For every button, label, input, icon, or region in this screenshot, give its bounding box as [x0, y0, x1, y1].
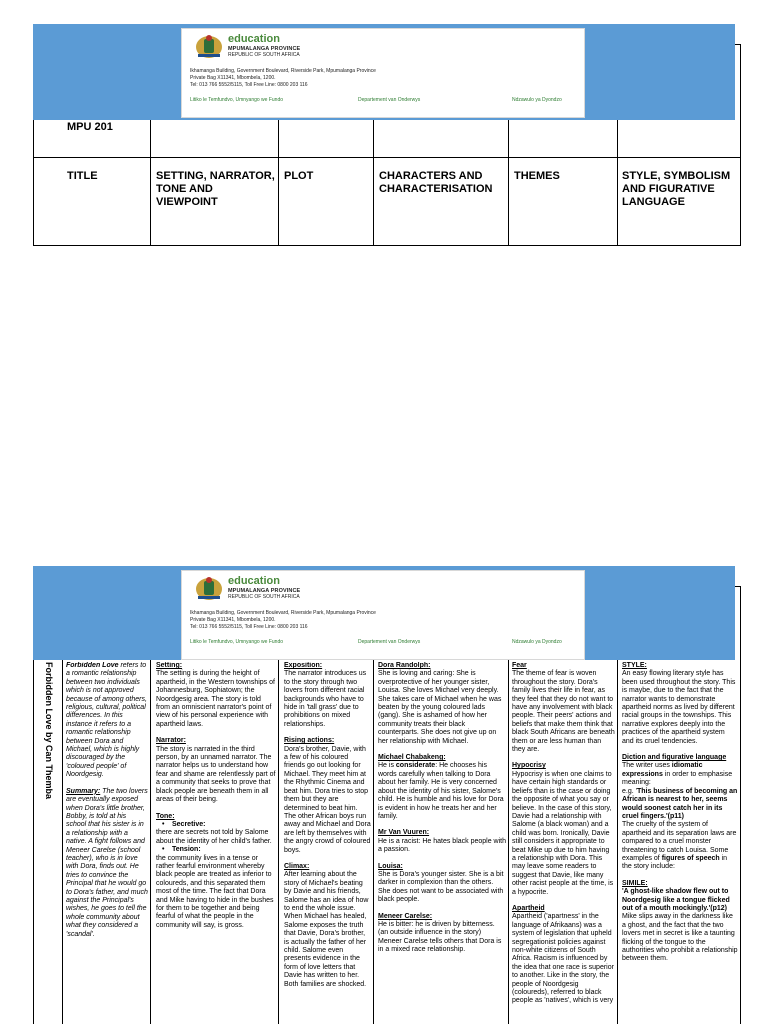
carelse-heading: Meneer Carelse: — [378, 912, 433, 920]
table-border — [735, 44, 741, 45]
header-setting: SETTING, NARRATOR, TONE AND VIEWPOINT — [156, 170, 275, 208]
table-divider — [617, 120, 618, 246]
table-divider — [278, 120, 279, 246]
coat-of-arms-icon — [194, 32, 224, 60]
province-name: MPUMALANGA PROVINCE — [228, 588, 301, 594]
table-divider — [373, 660, 374, 1024]
apartheid-heading: Apartheid — [512, 904, 545, 912]
plot-column: Exposition: The narrator introduces us to the story through two lovers from different racial backgrounds who have to hide in 'tall grass' due to prohibitions on mixed relationships. Rising actions: Dora's brother, Davie, with a few of his coloured friends go out looking for Michael. They meet him at the Rhythmic Cinema and beat him. Dora tries to stop them but they are determined to beat him. The other African boys run away and Michael and Dora are left by themselves with the angry crowd of coloured boys. Climax: After learning about the story of Michael's beating by Davie and his friends, Salome has an idea of how to end the whole issue. When Michael has healed, Salome exposes the truth that Davie, Dora's brother, is actually the father of her child. Salome even presents evidence in the form of love letters that Davie has written to her. Both families are shocked. — [284, 662, 371, 988]
department-title: education — [228, 575, 280, 587]
fear-heading: Fear — [512, 662, 527, 669]
story-title-vertical: Forbidden Love by Can Themba — [44, 662, 54, 800]
address-block: Ikhamanga Building, Government Boulevard, Riverside Park, Mpumalanga Province Private Bag X11341, Mbombela, 1200. Tel: 013 766 5552/5115, Toll Free Line: 0800 203 116 — [190, 68, 376, 88]
header-title: TITLE — [67, 170, 98, 182]
module-code: MPU 201 — [67, 121, 113, 133]
setting-heading: Setting: — [156, 662, 183, 669]
address-block: Ikhamanga Building, Government Boulevard, Riverside Park, Mpumalanga Province Private Bag X11341, Mbombela, 1200. Tel: 013 766 5552/5115, Toll Free Line: 0800 203 116 — [190, 610, 376, 630]
simile-heading: SIMILE: — [622, 879, 648, 887]
table-border — [33, 120, 34, 246]
letterhead — [181, 28, 585, 118]
motto-center: Departement van Onderwys — [358, 97, 421, 103]
motto-right: Ndzawulo ya Dyondzo — [512, 97, 562, 103]
characters-column: Dora Randolph: She is loving and caring: She is overprotective of her younger sister, Louisa. She loves Michael very deeply. She takes care of Michael when he was beaten by the young coloured lads (gang). She is ashamed of how her community treats their black counterparts. She does not give up on her relationship with Michael. Michael Chabakeng: He is considerate: He chooses his words carefully when talking to Dora about her family. He is very concerned about the identity of his sister, Salome's child. He is humble and his love for Dora is evident in how he treats her and her family. Mr Van Vuuren: He is a racist: He hates black people with a passion. Louisa: She is Dora's younger sister. She is a bit darker in complexion than the others. She does not want to be associated with black people. Meneer Carelse: He is bitter: he is driven by bitterness. (an outside influence in the story) Meneer Carelse tells others that Dora is in a mixed race relationship. — [378, 662, 506, 954]
province-name: MPUMALANGA PROVINCE — [228, 46, 301, 52]
country-name: REPUBLIC OF SOUTH AFRICA — [228, 594, 300, 600]
setting-column: Setting: The setting is during the height of apartheid, in the Western townships of Johannesburg, Sophiatown; the Noordgesig area. The story is told from an omniscient narrator's point of view of his personal experience with apartheid laws. Narrator: The story is narrated in the third person, by an unnamed narrator. The narrator helps us to understand how fear and shame are relentlessly part of a community that seeks to prove that black people are beneath them in all areas of their being. Tone: • Secretive: there are secrets not told by Salome about the identity of her child's father. • Tension: the community lives in a tense or rather fearful environment whereby black people are treated as inferior to coloureds, and this separated them most of the time. The fact that Dora and Mike having to hide in the bushes for them to be together and being fearful of what the people in the community will say, is gross. — [156, 662, 276, 1024]
diction-heading: Diction and figurative language — [622, 754, 727, 762]
header-plot: PLOT — [284, 170, 314, 182]
letterhead — [181, 570, 585, 660]
table-row-line — [33, 245, 741, 246]
table-border — [735, 586, 741, 587]
coat-of-arms-icon — [194, 574, 224, 602]
tone-heading: Tone: — [156, 812, 175, 820]
motto-left: Litiko le Temfundvo, Umnyango we Fundo — [190, 97, 284, 103]
motto-left: Litiko le Temfundvo, Umnyango we Fundo — [190, 639, 284, 645]
department-title: education — [228, 33, 280, 45]
table-divider — [373, 120, 374, 246]
header-style: STYLE, SYMBOLISM AND FIGURATIVE LANGUAGE — [622, 170, 731, 208]
header-characters: CHARACTERS AND CHARACTERISATION — [379, 170, 493, 195]
table-divider — [278, 660, 279, 1024]
hypocrisy-heading: Hypocrisy — [512, 762, 546, 770]
style-heading: STYLE: — [622, 662, 647, 669]
rising-actions-heading: Rising actions: — [284, 737, 335, 745]
climax-heading: Climax: — [284, 862, 310, 870]
table-row-line — [33, 157, 741, 158]
table-border — [33, 660, 34, 1024]
michael-heading: Michael Chabakeng: — [378, 754, 446, 762]
table-divider — [508, 660, 509, 1024]
header-themes: THEMES — [514, 170, 560, 182]
table-border — [740, 44, 741, 246]
title-column: Forbidden Love refers to a romantic relationship between two individuals which is not approved because of among others, religious, cultural, political differences. In this instance it refers to a romantic relationship between Dora and Michael, which is highly discouraged by the 'coloured people' of Noordgesig. Summary: The two lovers are eventually exposed when Dora's little brother, Bobby, is told at his school that his sister is in a relationship with a native. A fight follows and Meneer Carelse (school teacher), who is in love with Dora, finds out. He tries to convince the Principal that he would go to Dora's father, and much against the Principal's wishes, he goes to tell the whole community about what they considered a 'scandal'. — [66, 662, 148, 938]
louisa-heading: Louisa: — [378, 862, 403, 870]
style-column: STYLE: An easy flowing literary style has been used throughout the story. This is maybe, due to the fact that the narrator wants to demonstrate apartheid norms as lived by different racial groups in the townships. This narrative explores deeply into the practices of the apartheid system and its cruel tendencies. Diction and figurative language The writer uses idiomatic expressions in order to emphasise meaning: e.g. 'This business of becoming an African is nearest to her, seems would soonest catch her in its cruel fingers.'(p11) The cruelty of the system of apartheid and its separation laws are compared to a cruel monster threatening to catch Louisa. Some examples of figures of speech in the story include: SIMILE: 'A ghost-like shadow flew out to Noordgesig like a tongue flicked out of a mouth mockingly.'(p12) Mike slips away in the darkness like a ghost, and the fact that the two lovers met in secret is like a taunting flicking of the tongue to the authorities who prohibit a relationship between them. — [622, 662, 738, 963]
motto-center: Departement van Onderwys — [358, 639, 421, 645]
themes-column: Fear The theme of fear is woven throughout the story. Dora's family lives their life in fear, as they feel that they do not want to have any involvement with black people. Their peers' actions and beliefs that make them think that black South Africans are beneath them or are less human than they are. Hypocrisy Hypocrisy is when one claims to have certain high standards or beliefs than is the case or doing the opposite of what you say or believe. In the case of this story, Davie had a relationship with Salome (a black woman) and a child was born. Ironically, Davie still considers it appropriate to beat Mike up due to him having a relationship with Dora. This may leave some readers to suggest that Davie, like many other racist people at the time, is a hypocrite. Apartheid Apartheid ('apartness' in the language of Afrikaans) was a system of legislation that upheld segregationist policies against non-white citizens of South Africa. Racism is influenced by the idea that one race is superior to another. Like in the story, the people of Noordgesig (coloureds), referred to black people as 'natives', which is very — [512, 662, 615, 1005]
summary-heading: Summary: — [66, 787, 101, 795]
table-divider — [150, 660, 151, 1024]
table-divider — [150, 120, 151, 246]
table-divider — [508, 120, 509, 246]
table-border — [740, 586, 741, 1024]
table-divider — [617, 660, 618, 1024]
narrator-heading: Narrator: — [156, 737, 186, 745]
motto-right: Ndzawulo ya Dyondzo — [512, 639, 562, 645]
exposition-heading: Exposition: — [284, 662, 323, 669]
country-name: REPUBLIC OF SOUTH AFRICA — [228, 52, 300, 58]
van-vuuren-heading: Mr Van Vuuren: — [378, 829, 430, 837]
table-divider — [62, 660, 63, 1024]
dora-heading: Dora Randolph: — [378, 662, 431, 669]
